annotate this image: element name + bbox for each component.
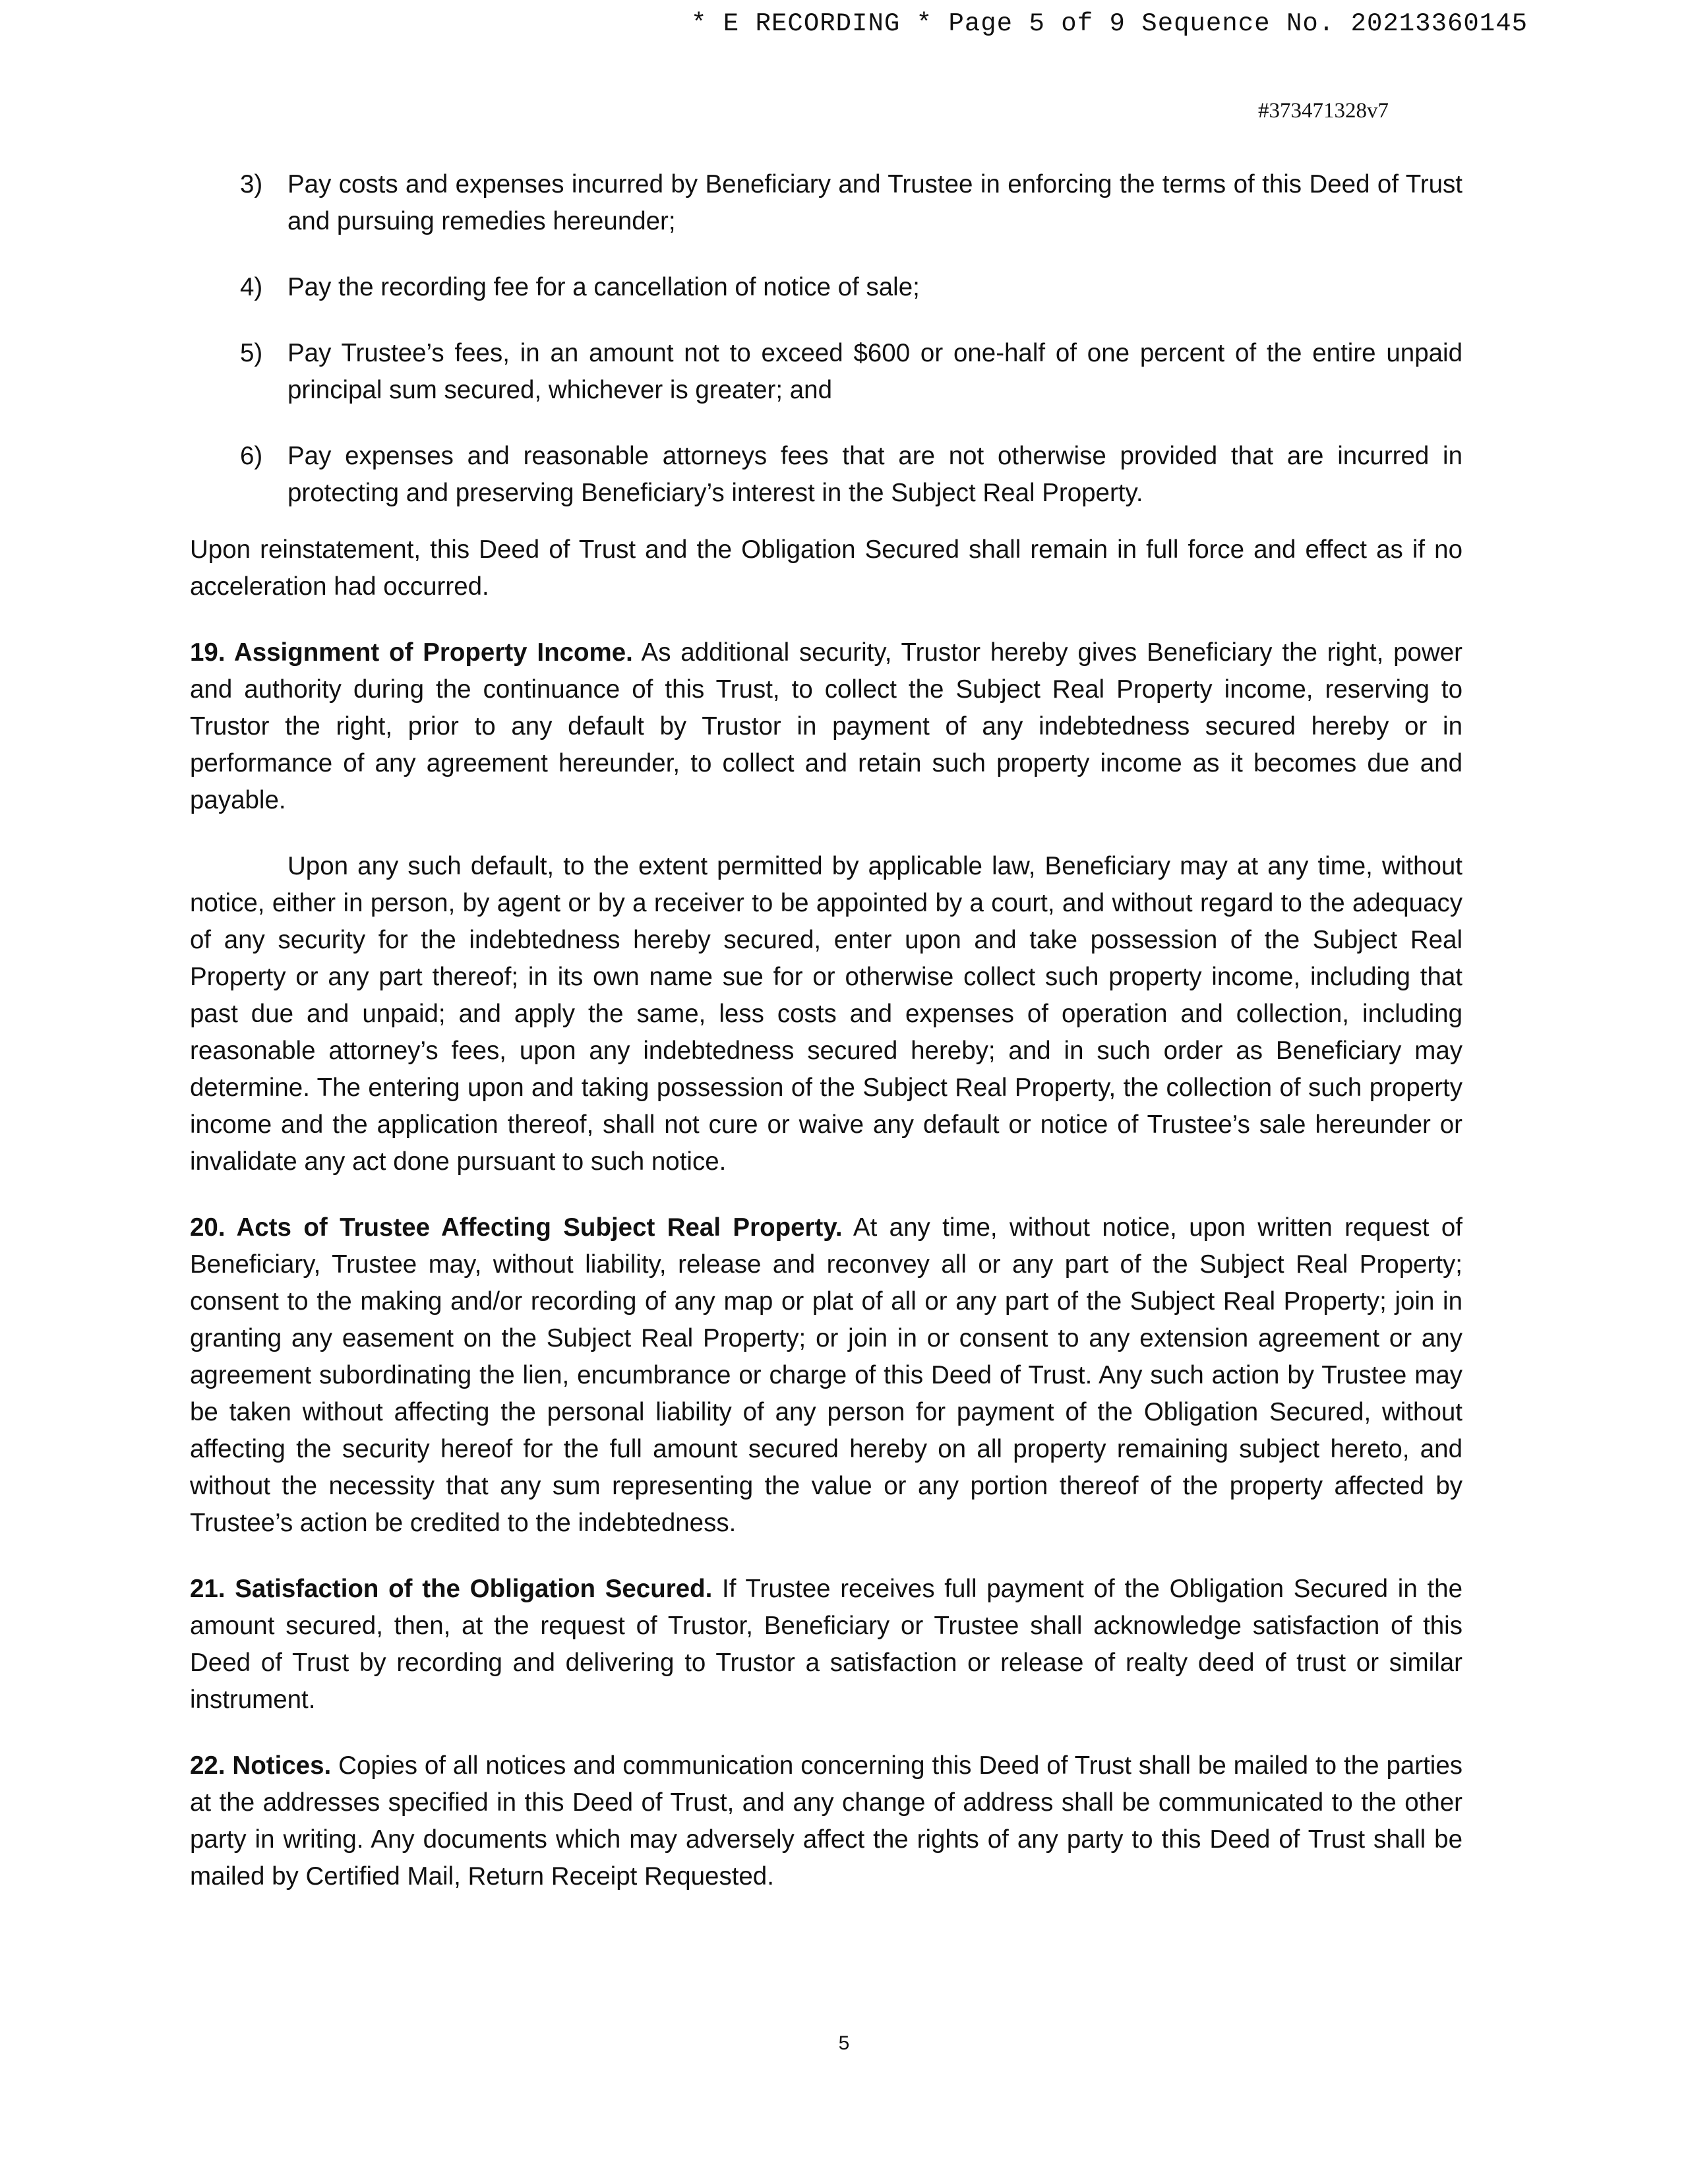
document-body xyxy=(190,166,1462,1895)
recording-stamp: * E RECORDING * Page 5 of 9 Sequence No. 20213360145 xyxy=(691,9,1528,38)
section-19-continuation: Upon any such default, to the extent permitted by applicable law, Beneficiary may at any time, without notice, either in person, by agent or by a receiver to be appointed by a court, and without regard to the adequacy of any security for the indebtedness hereby secured, enter upon and take possession of the Subject Real Property or any part thereof; in its own name sue for or otherwise collect such property income, including that past due and unpaid; and apply the same, less costs and expenses of operation and collection, including reasonable attorney’s fees, upon any indebtedness secured hereby; and in such order as Beneficiary may determine. The entering upon and taking possession of the Subject Real Property, the collection of such property income and the application thereof, shall not cure or waive any default or notice of Trustee’s sale hereunder or invalidate any act done pursuant to such notice. xyxy=(190,852,1462,1176)
section-19 xyxy=(190,634,1462,819)
list-item-text: Pay the recording fee for a cancellation of notice of sale; xyxy=(287,273,920,301)
section-20-title: 20. Acts of Trustee Affecting Subject Real Property. xyxy=(190,1213,843,1242)
list-item xyxy=(190,335,1462,409)
section-20-body: At any time, without notice, upon written request of Beneficiary, Trustee may, without liability, release and reconvey all or any part of the Subject Real Property; consent to the making and/or recording of any map or plat of all or any part of the Subject Real Property; join in granting any easement on the Subject Real Property; or join in or consent to any extension agreement or any agreement subordinating the lien, encumbrance or charge of this Deed of Trust. Any such action by Trustee may be taken without affecting the personal liability of any person for payment of the Obligation Secured, without affecting the security hereof for the full amount secured hereby on all property remaining subject hereto, and without the necessity that any sum representing the value or any portion thereof of the property affected by Trustee’s action be credited to the indebtedness. xyxy=(190,1213,1462,1537)
list-item-number: 4) xyxy=(240,273,263,301)
list-item xyxy=(190,269,1462,306)
section-21 xyxy=(190,1571,1462,1718)
document-id: #373471328v7 xyxy=(1258,99,1389,123)
section-21-body: If Trustee receives full payment of the Obligation Secured in the amount secured, then, at the request of Trustor, Beneficiary or Trustee shall acknowledge satisfaction of this Deed of Trust by recording and delivering to Trustor a satisfaction or release of realty deed of trust or similar instrument. xyxy=(190,1575,1462,1714)
list-item xyxy=(190,438,1462,512)
section-22-body: Copies of all notices and communication concerning this Deed of Trust shall be mailed to the parties at the addresses specified in this Deed of Trust, and any change of address shall be communicated to the other party in writing. Any documents which may adversely affect the rights of any party to this Deed of Trust shall be mailed by Certified Mail, Return Receipt Requested. xyxy=(190,1751,1462,1891)
reinstatement-paragraph: Upon reinstatement, this Deed of Trust and the Obligation Secured shall remain in full force and effect as if no acceleration had occurred. xyxy=(190,535,1462,601)
section-19-title: 19. Assignment of Property Income. xyxy=(190,638,633,667)
section-20 xyxy=(190,1209,1462,1542)
list-item-text: Pay costs and expenses incurred by Beneficiary and Trustee in enforcing the terms of this Deed of Trust and pursuing remedies hereunder; xyxy=(287,170,1462,235)
page-number: 5 xyxy=(838,2032,850,2054)
list-item-number: 3) xyxy=(240,170,263,198)
section-21-title: 21. Satisfaction of the Obligation Secured. xyxy=(190,1575,713,1603)
list-item-number: 6) xyxy=(240,442,263,470)
section-22 xyxy=(190,1747,1462,1895)
section-22-title: 22. Notices. xyxy=(190,1751,332,1780)
list-item-text: Pay Trustee’s fees, in an amount not to exceed $600 or one-half of one percent of the entire unpaid principal sum secured, whichever is greater; and xyxy=(287,339,1462,404)
section-19-body: As additional security, Trustor hereby gives Beneficiary the right, power and authority during the continuance of this Trust, to collect the Subject Real Property income, reserving to Trustor the right, prior to any default by Trustor in payment of any indebtedness secured hereby or in performance of any agreement hereunder, to collect and retain such property income as it becomes due and payable. xyxy=(190,638,1462,814)
list-item-number: 5) xyxy=(240,339,263,367)
list-item-text: Pay expenses and reasonable attorneys fees that are not otherwise provided that are incurred in protecting and preserving Beneficiary’s interest in the Subject Real Property. xyxy=(287,442,1462,507)
list-item xyxy=(190,166,1462,240)
